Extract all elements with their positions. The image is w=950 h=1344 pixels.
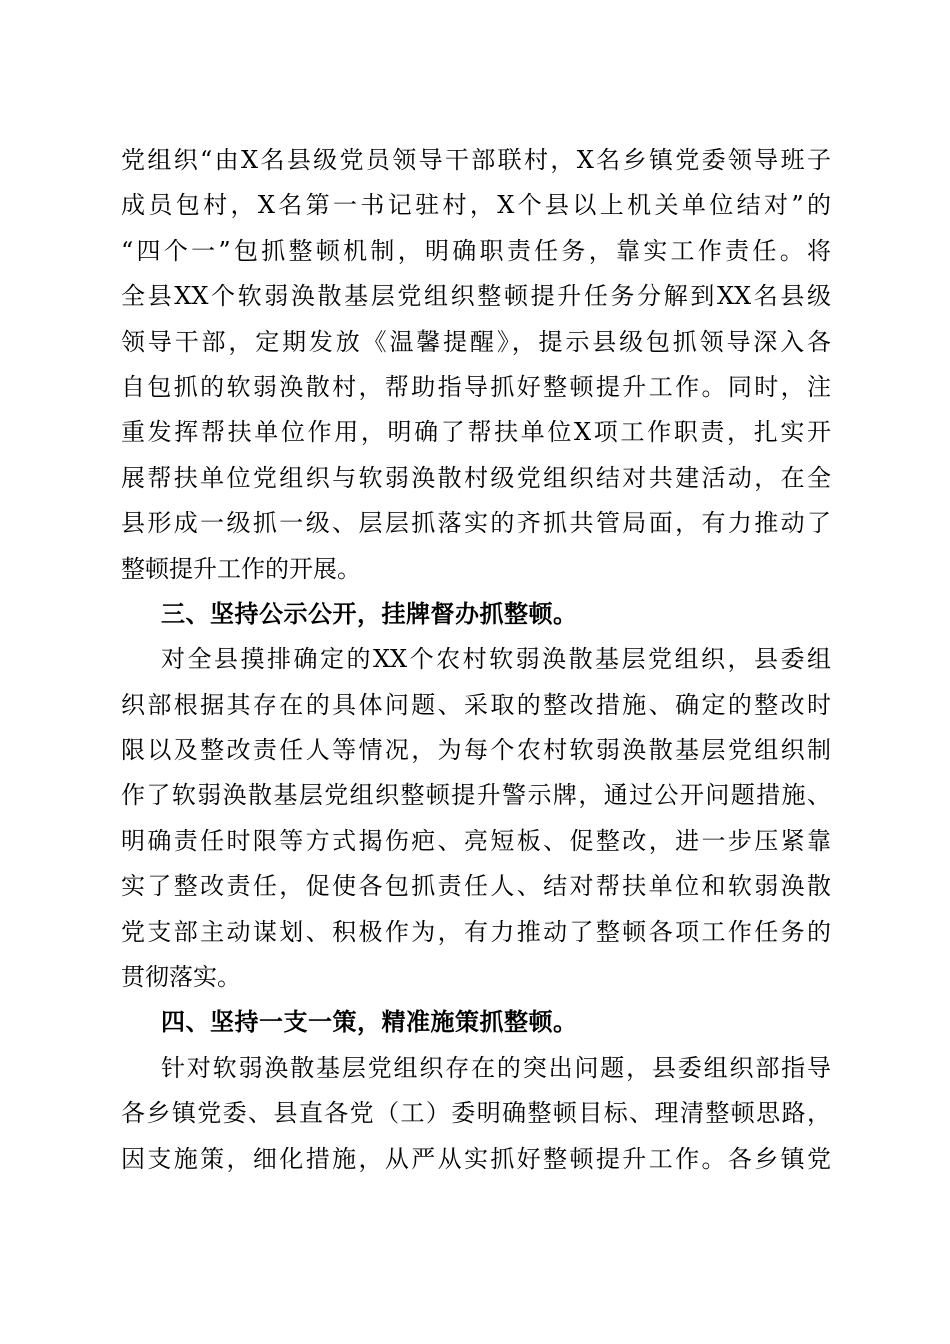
text-line: 各乡镇党委、县直各党（工）委明确整顿目标、理清整顿思路， — [121, 1099, 831, 1128]
text-line: 因支施策，细化措施，从严从实抓好整顿提升工作。各乡镇党 — [121, 1144, 831, 1173]
text-line: 全县XX个软弱涣散基层党组织整顿提升任务分解到XX名县级 — [121, 282, 831, 311]
text-line: 党组织“由X名县级党员领导干部联村，X名乡镇党委领导班子 — [121, 146, 831, 174]
text-line: 展帮扶单位党组织与软弱涣散村级党组织结对共建活动，在全 — [121, 463, 831, 492]
paragraph-section-3 — [121, 637, 831, 1000]
text-line: 明确责任时限等方式揭伤疤、亮短板、促整改，进一步压紧靠 — [121, 826, 831, 855]
text-line: 贯彻落实。 — [121, 963, 241, 992]
text-line: 领导干部，定期发放《温馨提醒》，提示县级包抓领导深入各 — [121, 327, 831, 356]
text-line: 成员包村，X名第一书记驻村，X个县以上机关单位结对”的 — [121, 191, 831, 220]
text-line: 限以及整改责任人等情况，为每个农村软弱涣散基层党组织制 — [121, 736, 831, 765]
text-line: 作了软弱涣散基层党组织整顿提升警示牌，通过公开问题措施、 — [121, 781, 831, 810]
text-line: 重发挥帮扶单位作用，明确了帮扶单位X项工作职责，扎实开 — [121, 418, 831, 447]
text-line: 织部根据其存在的具体问题、采取的整改措施、确定的整改时 — [121, 690, 831, 719]
text-line: 对全县摸排确定的XX个农村软弱涣散基层党组织，县委组 — [161, 645, 831, 674]
text-line: 县形成一级抓一级、层层抓落实的齐抓共管局面，有力推动了 — [121, 509, 831, 538]
text-line: 党支部主动谋划、积极作为，有力推动了整顿各项工作任务的 — [121, 917, 831, 946]
text-line: 自包抓的软弱涣散村，帮助指导抓好整顿提升工作。同时，注 — [121, 372, 831, 401]
text-line: 整顿提升工作的开展。 — [121, 554, 361, 583]
section-heading-4: 四、坚持一支一策，精准施策抓整顿。 — [161, 1008, 578, 1037]
section-heading-3: 三、坚持公示公开，挂牌督办抓整顿。 — [161, 599, 578, 628]
document-body — [121, 138, 831, 1182]
text-line: 实了整改责任，促使各包抓责任人、结对帮扶单位和软弱涣散 — [121, 872, 831, 901]
text-line: “四个一”包抓整顿机制，明确职责任务，靠实工作责任。将 — [121, 236, 831, 265]
paragraph-section-4 — [121, 1046, 831, 1182]
paragraph-continuation — [121, 138, 831, 592]
text-line: 针对软弱涣散基层党组织存在的突出问题，县委组织部指导 — [161, 1053, 831, 1082]
